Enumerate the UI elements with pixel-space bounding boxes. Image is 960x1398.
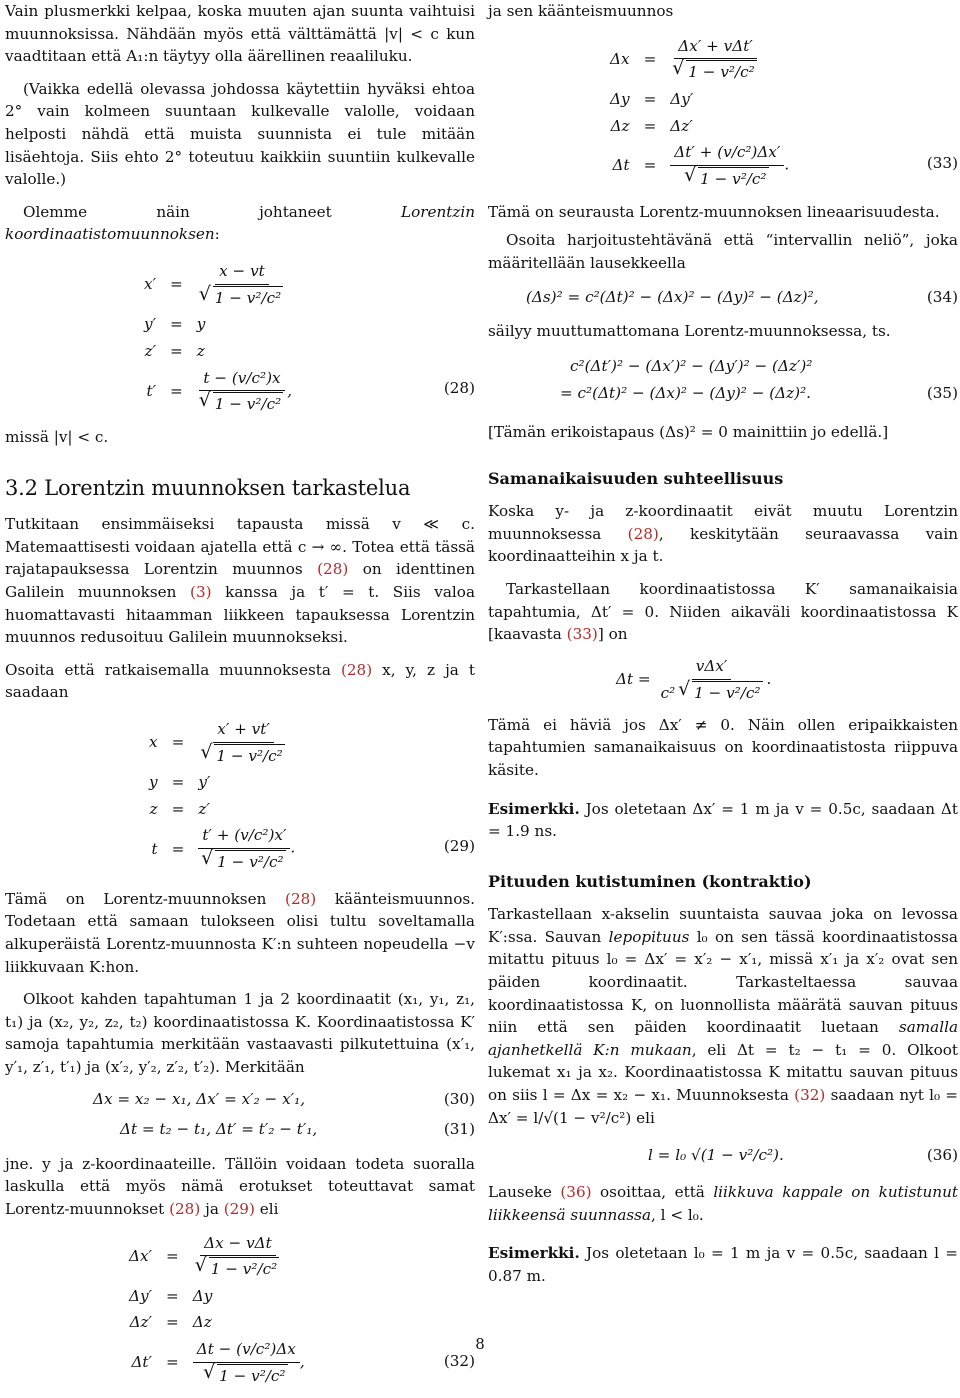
paragraph — [488, 903, 958, 1129]
paragraph — [488, 578, 958, 646]
paragraph — [5, 659, 475, 704]
text: Olemme näin johtaneet — [23, 202, 401, 221]
equation-35 — [488, 349, 958, 411]
equation-number: (33) — [926, 154, 958, 172]
term-rest-length: lepopituus — [608, 927, 690, 946]
paragraph: Vain plusmerkki kelpaa, koska muuten ajan suunta vaihtuisi muunnoksissa. Nähdään myös että välttämättä |v| < c kun vaadtitaan että A₁:n täytyy olla äärellinen reaaliluku. — [5, 2, 475, 66]
text: Lauseke — [488, 1183, 561, 1202]
text: on identtinen Galilein muunnoksen — [5, 560, 475, 601]
emphasis: samalla ajanhetkellä K:n mukaan — [488, 1018, 958, 1059]
left-column — [5, 0, 475, 1398]
equation-36 — [488, 1133, 958, 1177]
text: Tutkitaan ensimmäiseksi tapausta missä v ≪ c. Matemaattisesti voidaan ajatella että c → ∞. Totea että tässä rajatapauksessa Lorentzin muunnos — [5, 515, 475, 579]
text: Tarkastellaan x-akselin suuntaista sauvaa joka on levossa K′:ssa. Sauvan — [488, 905, 958, 946]
paragraph: Olkoot kahden tapahtuman 1 ja 2 koordinaatit (x₁, y₁, z₁, t₁) ja (x₂, y₂, z₂, t₂) koordinaatistossa K. Koordinaatistossa K′ samoja tapahtumia merkitään vastaavasti pilkutettuina (x′₁, y′₁, z′₁, t′₁) ja (x′₂, y′₂, z′₂, t′₂). Merkitään — [5, 990, 475, 1077]
text: Tämä on Lorentz-muunnoksen — [5, 889, 286, 908]
term-lorentz-transform: Lorentzin koordinaatistomuunnoksen — [5, 202, 475, 244]
equation-number: (34) — [926, 288, 958, 307]
paragraph: [Tämän erikoistapaus (Δs)² = 0 mainittiin jo edellä.] — [488, 422, 889, 441]
text: käänteismuunnos. Todetaan että samaan tulokseen olisi tultu soveltamalla alkuperäistä Lorentz-muunnosta K′:n suhteen nopeudella −v liikkuvaan K:hon. — [5, 889, 475, 976]
subsection-heading: Samanaikaisuuden suhteellisuus — [488, 468, 784, 488]
equation-link[interactable]: (3) — [190, 582, 212, 601]
equation-lhs: Δt = — [616, 670, 651, 689]
text: , eli Δt = t₂ − t₁ = 0. Olkoot lukemat x₁ ja x₂. Koordinaatistossa K mitattu sauvan pituus on siis l = Δx = x₂ − x₁. Muunnoksesta — [488, 1040, 958, 1105]
paragraph: Tämä on seurausta Lorentz-muunnoksen lineaarisuudesta. — [488, 202, 940, 221]
text: saadaan nyt l₀ = Δx′ = l/√(1 − v²/c²) eli — [488, 1086, 959, 1127]
equation-31 — [5, 1117, 475, 1143]
equation-number: (36) — [926, 1145, 958, 1164]
equation-number: (32) — [443, 1351, 475, 1370]
paragraph: Osoita harjoitustehtävänä että “intervallin neliö”, joka määritellään lausekkeella — [488, 231, 958, 272]
text: osoittaa, että — [591, 1183, 714, 1202]
text: Tarkastellaan koordinaatistossa K′ samanaikaisia tapahtumia, Δt′ = 0. Niiden aikaväli koordinaatistossa K [kaavasta — [488, 579, 958, 644]
text: ] on — [597, 625, 628, 644]
equation-number: (30) — [443, 1090, 475, 1109]
equation-line: = c²(Δt)² − (Δx)² − (Δy)² − (Δz)². — [560, 383, 811, 402]
text: x, y, z ja t saadaan — [5, 660, 475, 702]
paragraph — [488, 1181, 958, 1226]
paragraph: missä |v| < c. — [5, 427, 109, 446]
page-number: 8 — [475, 1335, 485, 1353]
equation-link[interactable]: (33) — [566, 625, 598, 644]
paragraph — [5, 1153, 475, 1221]
equation-34 — [488, 278, 958, 316]
equation-link[interactable]: (36) — [560, 1183, 592, 1202]
equation-link[interactable]: (28) — [340, 660, 373, 679]
paragraph: säilyy muuttumattomana Lorentz-muunnoksessa, ts. — [488, 322, 891, 341]
equation-body: Δx = x₂ − x₁, Δx′ = x′₂ − x′₁, — [93, 1090, 306, 1109]
text: ja — [200, 1199, 224, 1218]
equation-link[interactable]: (28) — [169, 1199, 201, 1218]
equation-link[interactable]: (28) — [317, 560, 349, 579]
equation-line: c²(Δt′)² − (Δx′)² − (Δy′)² − (Δz′)² — [570, 357, 813, 376]
text: Koska y- ja z-koordinaatit eivät muutu Lorentzin muunnoksessa — [488, 502, 958, 543]
text: kanssa ja t′ = t. Siis valoa huomattavasti hitaamman liikkeen tapauksessa Lorentzin muunnos redusoituu Galilein muunnokseksi. — [5, 582, 475, 647]
right-column — [488, 0, 958, 1288]
emphasis: liikkuva kappale on kutistunut liikkeensä suunnassa — [488, 1183, 958, 1224]
text: Jos oletetaan Δx′ = 1 m ja v = 0.5c, saadaan Δt = 1.9 ns. — [488, 799, 958, 841]
equation-28: x′ = x − vt √ 1 − v²/c² y′ = y z′ = z t′ = t − (v/c²)x √ 1 − v²/c² , (28) — [5, 250, 475, 426]
paragraph: ja sen käänteismuunnos — [488, 2, 674, 20]
text: jne. y ja z-koordinaateille. Tällöin voidaan todeta suoralla laskulla että myös nämä erotukset toteuttavat samat Lorentz-muunnokset — [5, 1154, 475, 1218]
equation-32: Δx′ = Δx − vΔt √ 1 − v²/c² Δy′ = Δy Δz′ = Δz Δt′ = Δt − (v/c²)Δx √ 1 − v²/c² , (32) — [5, 1224, 475, 1394]
section-heading: 3.2 Lorentzin muunnoksen tarkastelua — [5, 475, 411, 500]
text: eli — [254, 1199, 279, 1218]
paragraph — [488, 500, 958, 568]
equation-link[interactable]: (32) — [794, 1086, 826, 1105]
equation-link[interactable]: (28) — [285, 889, 317, 908]
equation-body: (Δs)² = c²(Δt)² − (Δx)² − (Δy)² − (Δz)², — [526, 288, 819, 307]
paragraph — [5, 888, 475, 978]
equation-link[interactable]: (29) — [223, 1199, 255, 1218]
equation-number: (28) — [443, 379, 475, 398]
equation-fraction: $\frac{\text{vΔx′}}{\text{c² √ 1 − v²/c²}}$ — [657, 655, 767, 704]
subsection-heading: Pituuden kutistuminen (kontraktio) — [488, 871, 812, 891]
example-paragraph — [488, 798, 958, 843]
text: , keskitytään seuraavassa vain koordinaatteihin x ja t. — [488, 524, 958, 566]
example-label: Esimerkki. — [488, 1244, 580, 1263]
text: Osoita että ratkaisemalla muunnoksesta — [5, 660, 341, 679]
equation-body: Δt = t₂ − t₁, Δt′ = t′₂ − t′₁, — [120, 1120, 318, 1139]
text: : — [214, 225, 220, 244]
paragraph — [5, 513, 475, 649]
text: Jos oletetaan l₀ = 1 m ja v = 0.5c, saadaan l = 0.87 m. — [488, 1244, 958, 1285]
paragraph: Tämä ei häviä jos Δx′ ≠ 0. Näin ollen eripaikkaisten tapahtumien samanaikaisuus on koordinaatistosta riippuva käsite. — [488, 715, 958, 779]
equation-number: (31) — [443, 1120, 475, 1139]
equation-29: x = x′ + vt′ √ 1 − v²/c² y = y′ z = z′ t = t′ + (v/c²)x′ √ 1 − v²/c² . (29) — [5, 708, 475, 884]
example-paragraph — [488, 1242, 958, 1287]
equation-number: (35) — [926, 384, 958, 403]
text: l₀ on sen tässä koordinaatistossa mitattu pituus l₀ = Δx′ = x′₂ − x′₁, missä x′₁ ja x′₂ ovat sen päiden koordinaatit. Tarkasteltaessa sauvaa koordinaatistossa K, on luonnollista määrätä sauvan pituus niin että sen päiden koordinaatit luetaan — [488, 927, 958, 1037]
equation-link[interactable]: (28) — [627, 524, 659, 543]
equation-number: (29) — [443, 837, 475, 856]
equation-dt: Δt = $\frac{\text{vΔx′}}{\text{c² √ 1 − v²/c²}}$ . — [488, 650, 958, 710]
equation-33: Δx = Δx′ + vΔt′ √ 1 − v²/c² Δy = Δy′ Δz = Δz′ Δt = Δt′ + (v/c²)Δx′ √ 1 − v²/c² . (33) — [488, 29, 958, 197]
equation-body: l = l₀ √(1 − v²/c²). — [648, 1145, 784, 1164]
paragraph: (Vaikka edellä olevassa johdossa käytettiin hyväksi ehtoa 2° vain kolmeen suuntaan kulkevalle valolle, voidaan helposti nähdä että muista suunnista ei tule mitään lisäehtoja. Siis ehto 2° toteutuu kaikkiin suuntiin kulkevalle valolle.) — [5, 79, 475, 189]
example-label: Esimerkki. — [488, 799, 580, 818]
text: , l < l₀. — [651, 1205, 704, 1224]
paragraph — [5, 201, 475, 246]
equation-30 — [5, 1087, 475, 1113]
